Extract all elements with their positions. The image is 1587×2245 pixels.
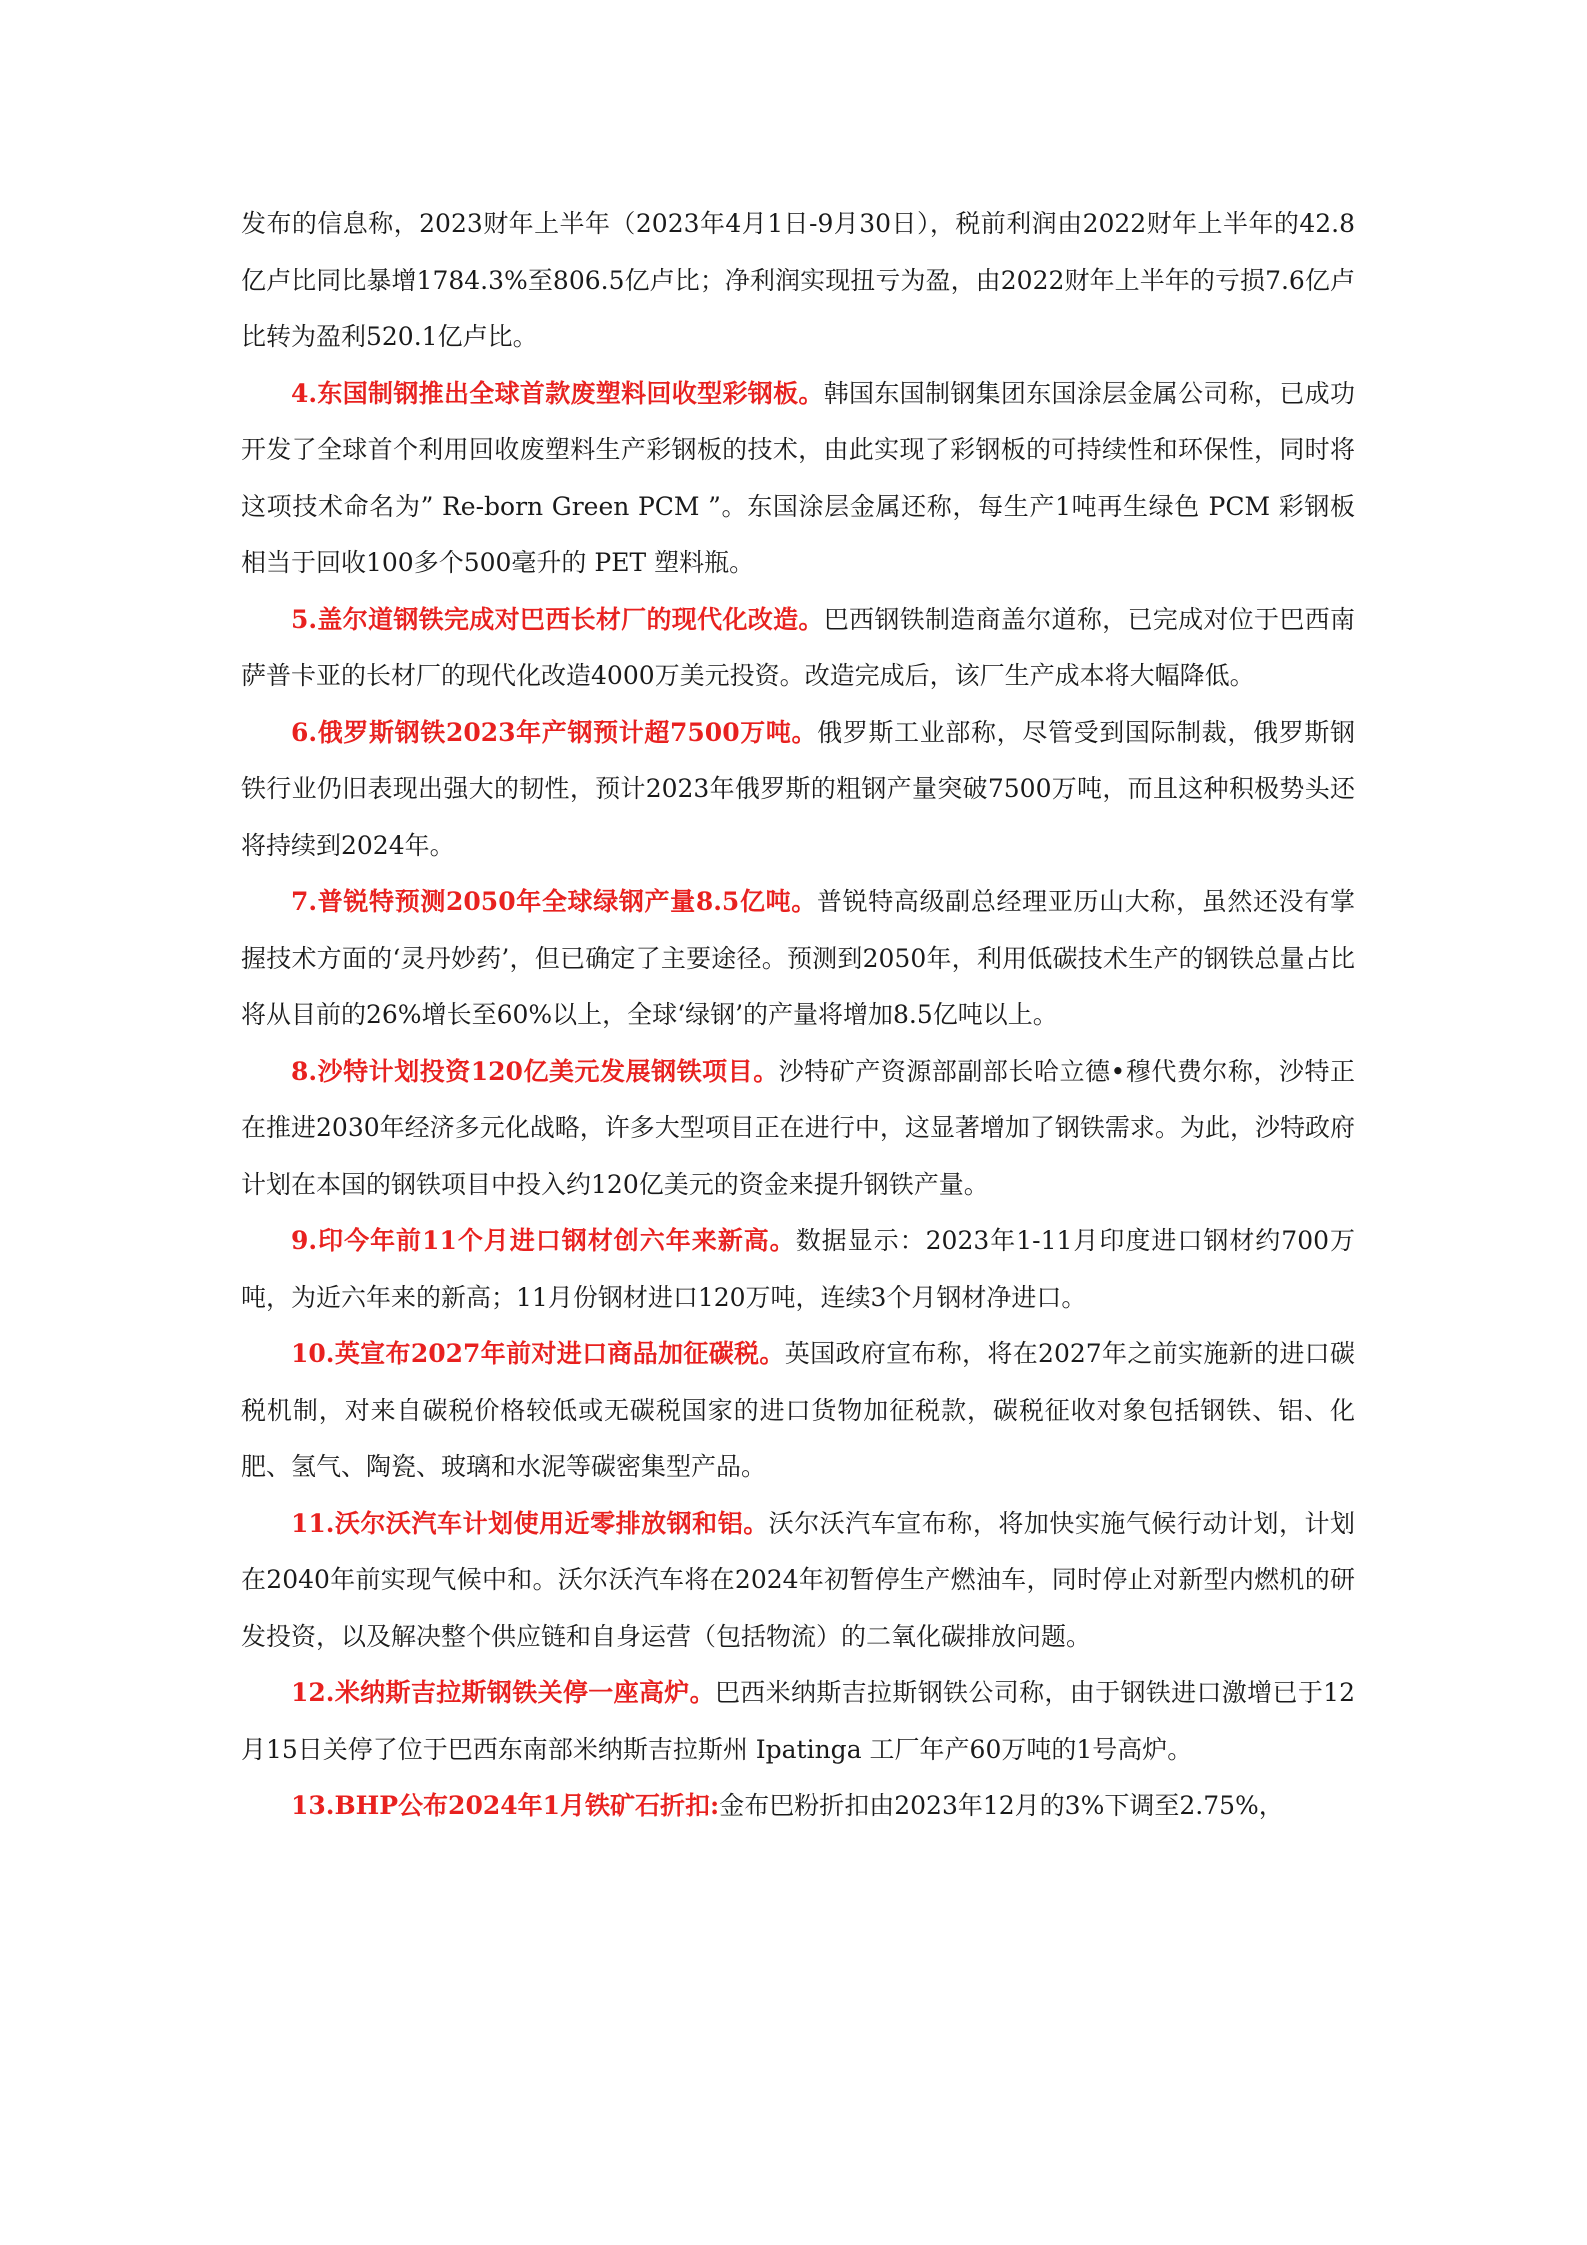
news-item-8 xyxy=(241,1044,1355,1214)
news-headline: 12.米纳斯吉拉斯钢铁关停一座高炉。 xyxy=(291,1678,715,1707)
news-body: 英国政府宣布称，将在2027年之前实施新的进口碳税机制，对来自碳税价格较低或无碳税国家的进口货物加征税款，碳税征收对象包括钢铁、铝、化肥、氢气、陶瓷、玻璃和水泥等碳密集型产品。 xyxy=(241,1339,1356,1481)
news-headline: 8.沙特计划投资120亿美元发展钢铁项目。 xyxy=(291,1056,779,1086)
news-headline: 13.BHP公布2024年1月铁矿石折扣: xyxy=(291,1791,720,1820)
news-item-9 xyxy=(241,1213,1355,1326)
news-item-5 xyxy=(241,592,1355,705)
news-headline: 6.俄罗斯钢铁2023年产钢预计超7500万吨。 xyxy=(291,717,818,747)
news-item-7 xyxy=(241,874,1355,1044)
news-item-12 xyxy=(241,1665,1355,1778)
news-headline: 7.普锐特预测2050年全球绿钢产量8.5亿吨。 xyxy=(291,887,817,916)
news-headline: 4.东国制钢推出全球首款废塑料回收型彩钢板。 xyxy=(291,378,824,408)
document-page xyxy=(241,196,1355,1835)
news-body: 金布巴粉折扣由2023年12月的3%下调至2.75%， xyxy=(719,1791,1284,1820)
news-body: 俄罗斯工业部称，尽管受到国际制裁，俄罗斯钢铁行业仍旧表现出强大的韧性，预计2023年俄罗斯的粗钢产量突破7500万吨，而且这种积极势头还将持续到2024年。 xyxy=(241,717,1355,860)
paragraph-intro xyxy=(241,196,1355,366)
news-item-13 xyxy=(241,1778,1355,1835)
news-headline: 9.印今年前11个月进口钢材创六年来新高。 xyxy=(291,1226,796,1255)
news-body: 普锐特高级副总经理亚历山大称，虽然还没有掌握技术方面的‘灵丹妙药’，但已确定了主要途径。预测到2050年，利用低碳技术生产的钢铁总量占比将从目前的26%增长至60%以上，全球‘绿钢’的产量将增加8.5亿吨以上。 xyxy=(241,887,1355,1029)
news-body: 巴西米纳斯吉拉斯钢铁公司称，由于钢铁进口激增已于12月15日关停了位于巴西东南部米纳斯吉拉斯州 Ipatinga 工厂年产60万吨的1号高炉。 xyxy=(241,1678,1355,1764)
news-body: 韩国东国制钢集团东国涂层金属公司称，已成功开发了全球首个利用回收废塑料生产彩钢板的技术，由此实现了彩钢板的可持续性和环保性，同时将这项技术命名为” Re-born Green PCM ”。东国涂层金属还称，每生产1吨再生绿色 PCM 彩钢板相当于回收100多个500毫升的 PET 塑料瓶。 xyxy=(241,378,1355,577)
news-body: 沃尔沃汽车宣布称，将加快实施气候行动计划，计划在2040年前实现气候中和。沃尔沃汽车将在2024年初暂停生产燃油车，同时停止对新型内燃机的研发投资，以及解决整个供应链和自身运营（包括物流）的二氧化碳排放问题。 xyxy=(241,1508,1355,1651)
news-item-6 xyxy=(241,705,1355,875)
news-item-10 xyxy=(241,1326,1355,1496)
news-body: 巴西钢铁制造商盖尔道称，已完成对位于巴西南萨普卡亚的长材厂的现代化改造4000万美元投资。改造完成后，该厂生产成本将大幅降低。 xyxy=(241,604,1355,690)
paragraph-body: 发布的信息称，2023财年上半年（2023年4月1日-9月30日），税前利润由2022财年上半年的42.8亿卢比同比暴增1784.3%至806.5亿卢比；净利润实现扭亏为盈，由2022财年上半年的亏损7.6亿卢比转为盈利520.1亿卢比。 xyxy=(241,209,1355,351)
news-body: 数据显示：2023年1-11月印度进口钢材约700万吨，为近六年来的新高；11月份钢材进口120万吨，连续3个月钢材净进口。 xyxy=(241,1226,1356,1312)
news-headline: 11.沃尔沃汽车计划使用近零排放钢和铝。 xyxy=(291,1508,769,1538)
news-item-4 xyxy=(241,366,1355,592)
news-item-11 xyxy=(241,1496,1355,1666)
news-headline: 10.英宣布2027年前对进口商品加征碳税。 xyxy=(291,1339,785,1368)
news-headline: 5.盖尔道钢铁完成对巴西长材厂的现代化改造。 xyxy=(291,604,824,634)
news-body: 沙特矿产资源部副部长哈立德•穆代费尔称，沙特正在推进2030年经济多元化战略，许多大型项目正在进行中，这显著增加了钢铁需求。为此，沙特政府计划在本国的钢铁项目中投入约120亿美元的资金来提升钢铁产量。 xyxy=(241,1056,1355,1199)
